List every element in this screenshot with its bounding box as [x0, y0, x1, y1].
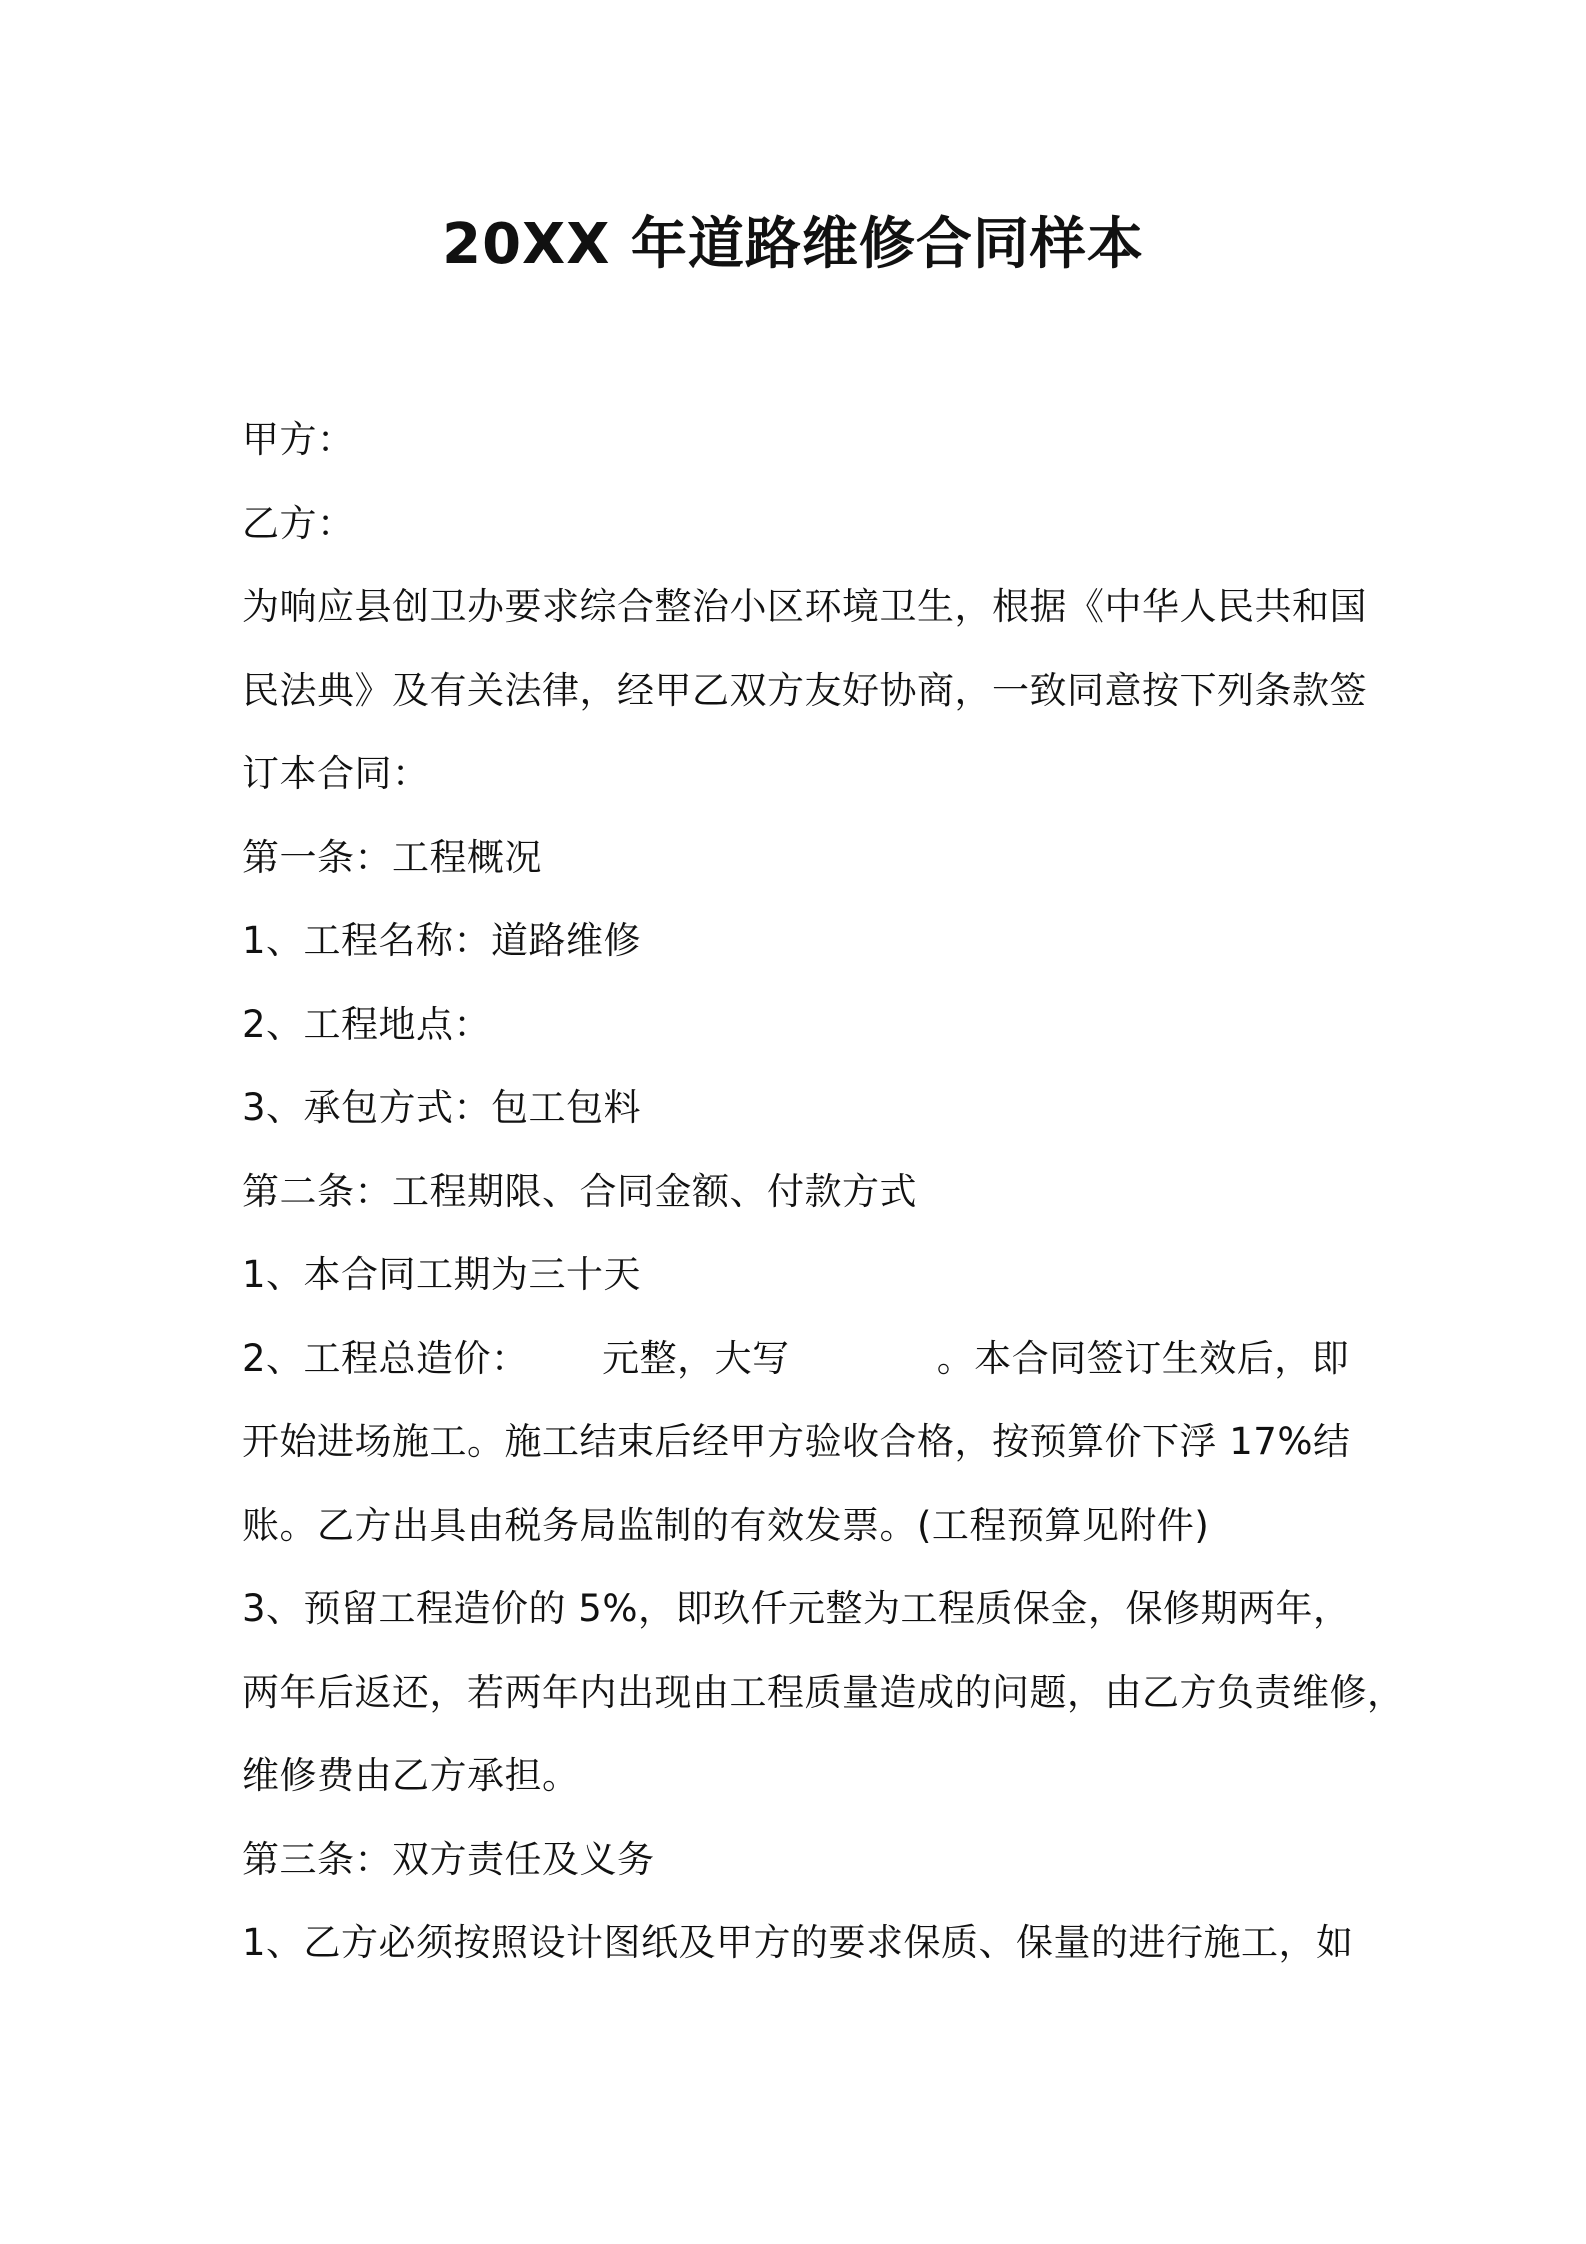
document-body	[242, 398, 1405, 1985]
article-3-heading: 第三条：双方责任及义务	[242, 1837, 655, 1881]
party-b-line: 乙方：	[242, 501, 355, 545]
article-1-heading: 第一条：工程概况	[242, 835, 542, 879]
preamble-line-1: 为响应县创卫办要求综合整治小区环境卫生，根据《中华人民共和国	[242, 585, 1367, 628]
article-3-item-1-line-1: 1、乙方必须按照设计图纸及甲方的要求保质、保量的进行施工，如	[242, 1921, 1354, 1964]
party-a-line: 甲方：	[242, 418, 355, 461]
article-2-item-2-line-1: 2、工程总造价： 元整，大写 。本合同签订生效后，即	[242, 1336, 1350, 1380]
article-1-item-1: 1、工程名称：道路维修	[242, 919, 642, 962]
article-1-item-2: 2、工程地点：	[242, 1002, 492, 1046]
preamble-line-2: 民法典》及有关法律，经甲乙双方友好协商，一致同意按下列条款签	[242, 668, 1367, 712]
article-2-heading: 第二条：工程期限、合同金额、付款方式	[242, 1169, 917, 1213]
document-title: 20XX 年道路维修合同样本	[442, 212, 1144, 277]
article-2-item-3-line-1: 3、预留工程造价的 5%，即玖仟元整为工程质保金，保修期两年，	[242, 1587, 1351, 1630]
article-2-item-1: 1、本合同工期为三十天	[242, 1253, 642, 1296]
preamble-line-3: 订本合同：	[242, 752, 430, 795]
article-2-item-2-line-3: 账。乙方出具由税务局监制的有效发票。(工程预算见附件)	[242, 1503, 1210, 1547]
article-2-item-3-line-2: 两年后返还，若两年内出现由工程质量造成的问题，由乙方负责维修，	[242, 1670, 1405, 1714]
article-2-item-3-line-3: 维修费由乙方承担。	[242, 1754, 580, 1797]
article-1-item-3: 3、承包方式：包工包料	[242, 1086, 642, 1129]
article-2-item-2-line-2: 开始进场施工。施工结束后经甲方验收合格，按预算价下浮 17%结	[242, 1420, 1351, 1463]
